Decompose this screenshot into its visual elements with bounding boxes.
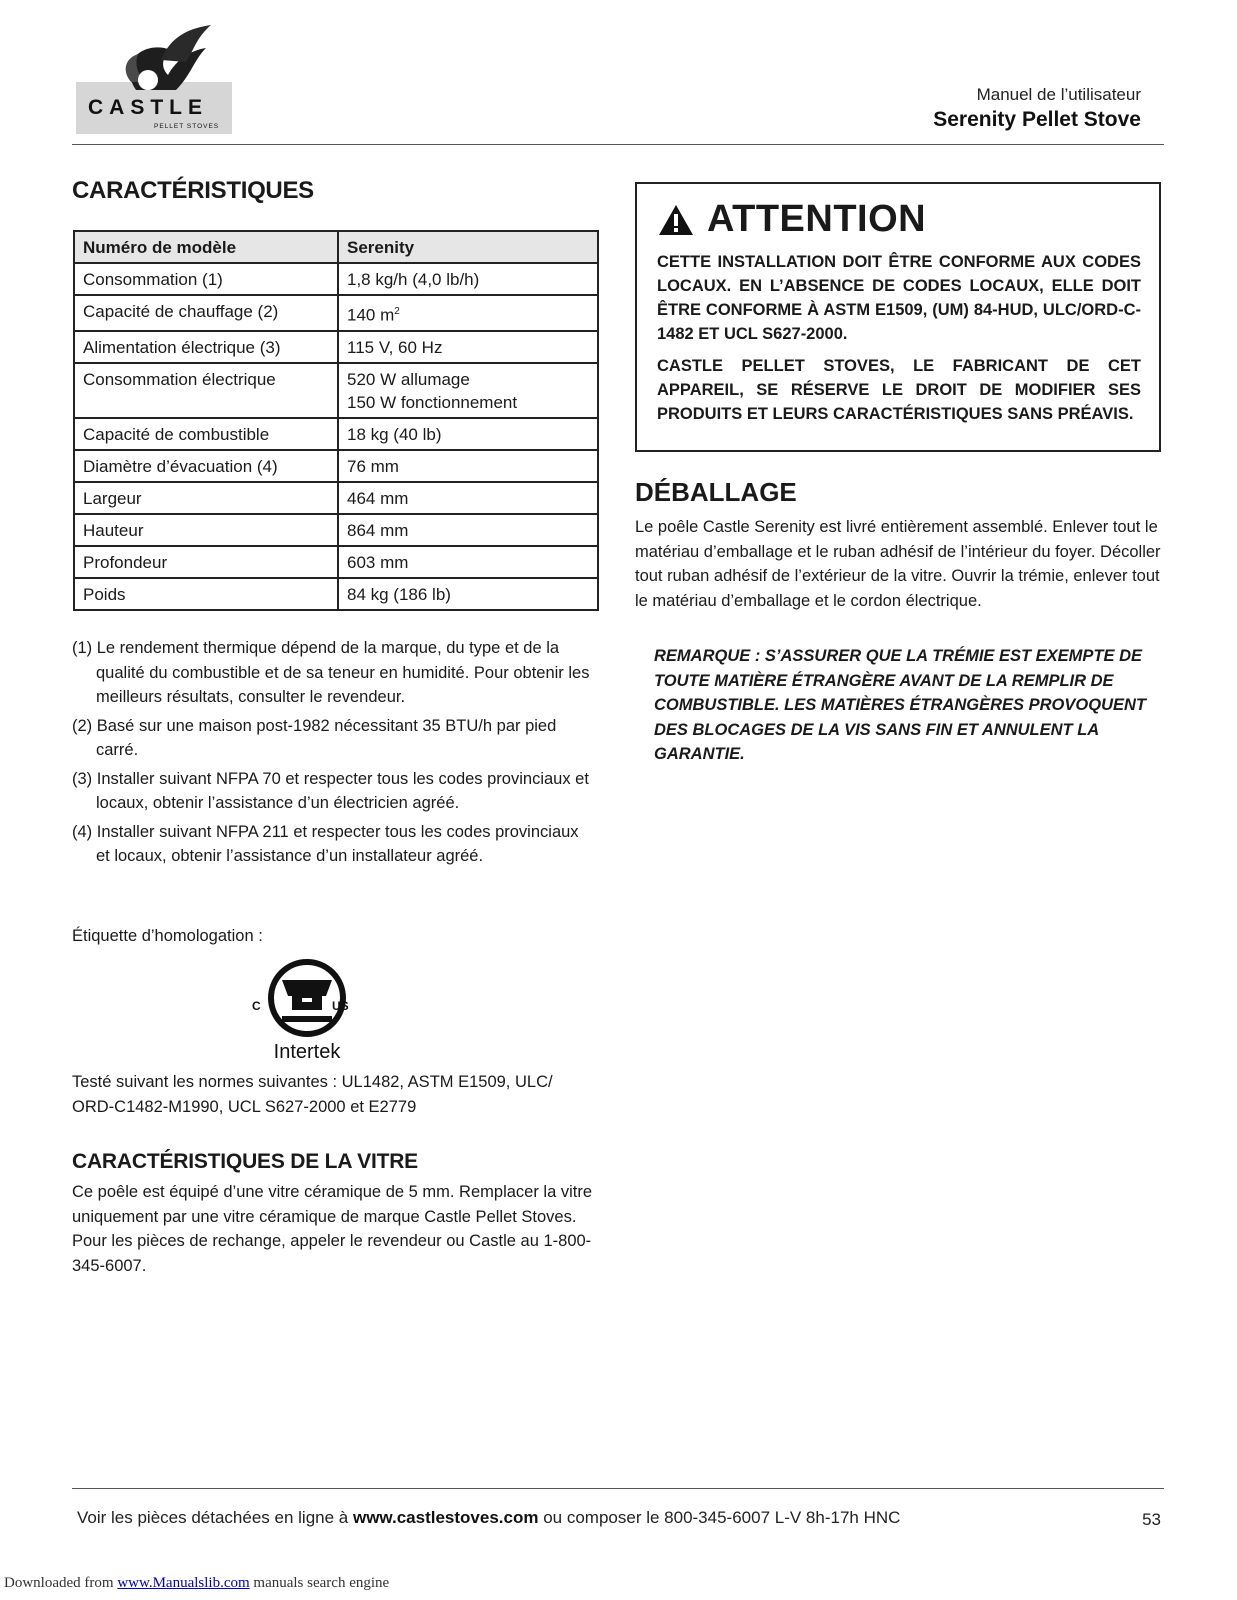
spec-value (338, 363, 598, 418)
castle-logo (76, 20, 232, 134)
page-number: 53 (1142, 1510, 1161, 1529)
download-pre: Downloaded from (4, 1575, 118, 1591)
spec-value-text: 140 m (347, 305, 395, 325)
spec-label: Diamètre d’évacuation (4) (74, 450, 338, 482)
spec-value: 115 V, 60 Hz (338, 331, 598, 363)
download-banner (4, 1575, 389, 1592)
glass-specs-text: Ce poêle est équipé d’une vitre céramique de 5 mm. Remplacer la vitre uniquement par une vitre céramique de marque Castle Pellet Stoves. Pour les pièces de rechange, appeler le revendeur ou Castle au 1-800-345-6007. (72, 1183, 593, 1275)
glass-specs-heading: CARACTÉRISTIQUES DE LA VITRE (72, 1150, 418, 1173)
manual-title: Serenity Pellet Stove (933, 108, 1141, 131)
specs-heading: CARACTÉRISTIQUES (72, 177, 314, 204)
footnote: (1) Le rendement thermique dépend de la marque, du type et de la qualité du combustible et de sa teneur en humidité. Pour obtenir les meilleurs résultats, consulter le revendeur. (72, 639, 590, 706)
spec-value: 76 mm (338, 450, 598, 482)
spec-label: Consommation électrique (74, 363, 338, 418)
header-divider (72, 144, 1164, 145)
table-row (74, 514, 598, 546)
footnote: (4) Installer suivant NFPA 211 et respecter tous les codes provinciaux et locaux, obtenir l’assistance d’un installateur agréé. (72, 822, 579, 865)
spec-label: Largeur (74, 482, 338, 514)
footer-divider (72, 1488, 1164, 1489)
spec-label: Capacité de chauffage (2) (74, 295, 338, 331)
download-post: manuals search engine (249, 1575, 390, 1591)
unpacking-text: Le poêle Castle Serenity est livré entièrement assemblé. Enlever tout le matériau d’emballage et le ruban adhésif de l’intérieur du foyer. Décoller tout ruban adhésif de l’extérieur de la vitre. Ouvrir la trémie, enlever tout le matériau d’emballage et le cordon électrique. (635, 518, 1161, 610)
table-header-value: Serenity (338, 231, 598, 263)
warning-icon (657, 203, 695, 237)
spec-value-line: 520 W allumage (347, 369, 470, 389)
table-row (74, 450, 598, 482)
spec-value-line: 150 W fonctionnement (347, 392, 518, 412)
svg-text:CASTLE: CASTLE (88, 96, 208, 119)
spec-label: Profondeur (74, 546, 338, 578)
spec-label: Hauteur (74, 514, 338, 546)
attention-box (635, 182, 1161, 452)
spec-label: Consommation (1) (74, 263, 338, 295)
svg-text:US: US (332, 999, 349, 1013)
table-row (74, 295, 598, 331)
attention-paragraph: CASTLE PELLET STOVES, LE FABRICANT DE CET APPAREIL, SE RÉSERVE LE DROIT DE MODIFIER SES PRODUITS ET LEURS CARACTÉRISTIQUES SANS PRÉAVIS. (657, 357, 1141, 423)
table-row (74, 482, 598, 514)
spec-label: Capacité de combustible (74, 418, 338, 450)
attention-title: ATTENTION (707, 198, 927, 240)
svg-text:C: C (252, 999, 261, 1013)
spec-value: 18 kg (40 lb) (338, 418, 598, 450)
spec-value: 84 kg (186 lb) (338, 578, 598, 610)
homologation-label: Étiquette d’homologation : (72, 927, 263, 945)
table-header-row (74, 231, 598, 263)
footer-text (77, 1508, 900, 1528)
spec-label: Poids (74, 578, 338, 610)
footnote: (3) Installer suivant NFPA 70 et respecter tous les codes provinciaux et locaux, obtenir l’assistance d’un électricien agréé. (72, 769, 589, 812)
manualslib-link[interactable]: www.Manualslib.com (117, 1575, 250, 1591)
unpacking-heading: DÉBALLAGE (635, 477, 797, 507)
intertek-certification-mark (252, 952, 362, 1062)
footnotes (72, 636, 592, 873)
table-row (74, 263, 598, 295)
spec-value: 864 mm (338, 514, 598, 546)
spec-value (338, 295, 598, 331)
svg-text:PELLET STOVES: PELLET STOVES (154, 123, 220, 130)
footer-post: ou composer le 800-345-6007 L-V 8h-17h HNC (538, 1508, 901, 1527)
table-row (74, 331, 598, 363)
svg-text:Intertek: Intertek (273, 1041, 341, 1062)
attention-paragraph: CETTE INSTALLATION DOIT ÊTRE CONFORME AUX CODES LOCAUX. EN L’ABSENCE DE CODES LOCAUX, ELLE DOIT ÊTRE CONFORME À ASTM E1509, (UM) 84-HUD, ULC/ORD-C-1482 ET UCL S627-2000. (657, 253, 1141, 343)
table-header-label: Numéro de modèle (74, 231, 338, 263)
footer-pre: Voir les pièces détachées en ligne à (77, 1508, 353, 1527)
table-row (74, 546, 598, 578)
attention-header (657, 198, 926, 241)
manual-subtitle: Manuel de l’utilisateur (976, 85, 1141, 104)
table-row (74, 578, 598, 610)
table-row (74, 363, 598, 418)
spec-value: 1,8 kg/h (4,0 lb/h) (338, 263, 598, 295)
specs-table (73, 230, 599, 611)
spec-value: 464 mm (338, 482, 598, 514)
superscript: 2 (394, 306, 400, 317)
spec-label: Alimentation électrique (3) (74, 331, 338, 363)
footnote: (2) Basé sur une maison post-1982 nécessitant 35 BTU/h par pied carré. (72, 716, 557, 759)
spec-value: 603 mm (338, 546, 598, 578)
table-row (74, 418, 598, 450)
footer-url[interactable]: www.castlestoves.com (352, 1508, 539, 1527)
tested-standards: Testé suivant les normes suivantes : UL1482, ASTM E1509, ULC/ ORD-C1482-M1990, UCL S627-2000 et E2779 (72, 1073, 553, 1116)
unpacking-note: REMARQUE : S’ASSURER QUE LA TRÉMIE EST EXEMPTE DE TOUTE MATIÈRE ÉTRANGÈRE AVANT DE LA REMPLIR DE COMBUSTIBLE. LES MATIÈRES ÉTRANGÈRES PROVOQUENT DES BLOCAGES DE LA VIS SANS FIN ET ANNULENT LA GARANTIE. (654, 647, 1146, 763)
